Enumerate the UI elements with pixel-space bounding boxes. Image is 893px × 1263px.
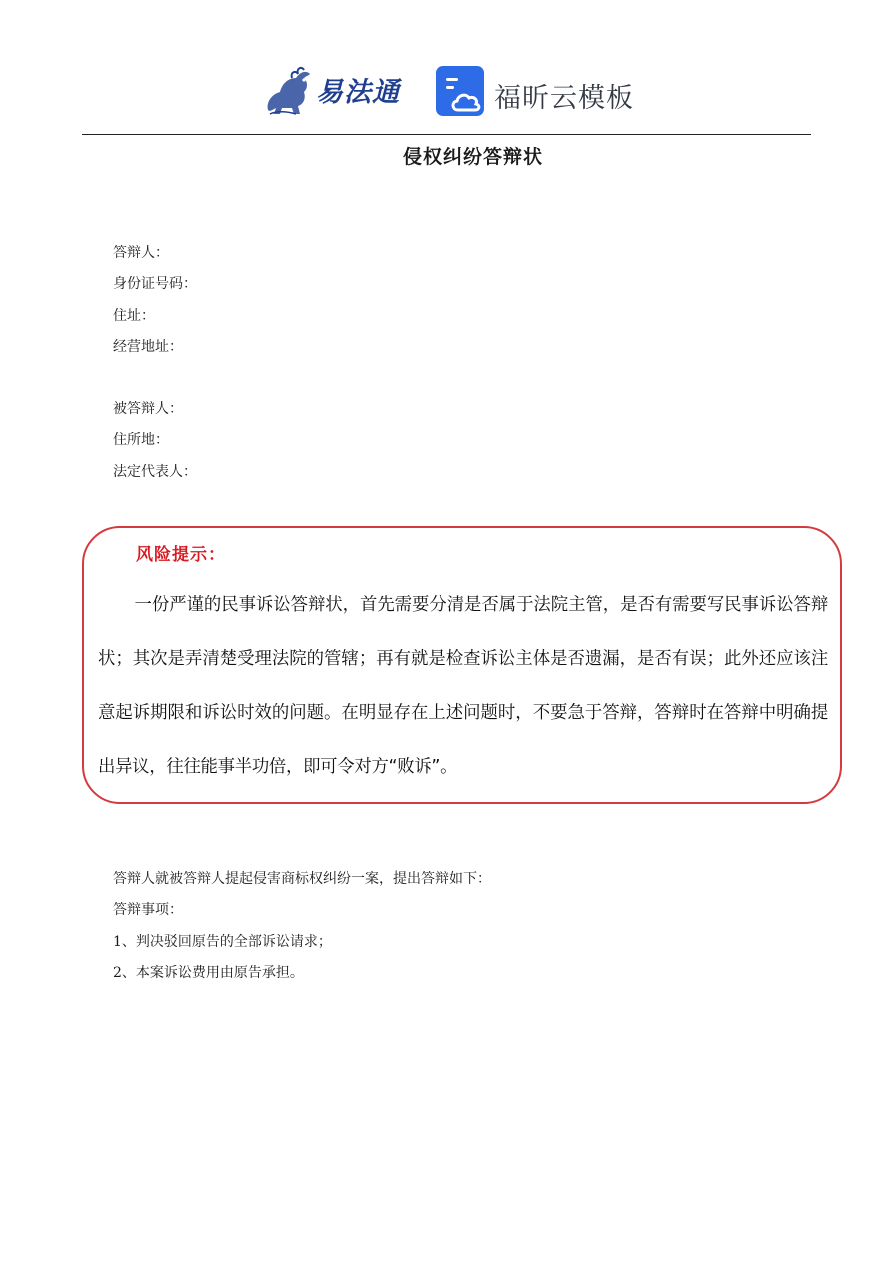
header-divider <box>82 134 811 135</box>
legal-rep-label: 法定代表人： <box>113 463 197 480</box>
foxit-cloud-logo <box>436 64 636 118</box>
defense-items-heading: 答辩事项： <box>113 902 183 919</box>
defense-intro: 答辩人就被答辩人提起侵害商标权纠纷一案，提出答辩如下： <box>113 871 491 887</box>
domicile-label: 住所地： <box>113 432 169 449</box>
yifatong-text: 易法通 <box>316 77 400 108</box>
address-label: 住址： <box>113 307 155 324</box>
risk-notice-body: 一份严谨的民事诉讼答辩状，首先需要分清是否属于法院主管，是否有需要写民事诉讼答辩状；其次是弄清楚受理法院的管辖；再有就是检查诉讼主体是否遗漏，是否有误；此外还应该注意起诉期限和诉讼时效的问题。在明显存在上述问题时，不要急于答辩，答辩时在答辩中明确提出异议，往往能事半功倍，即可令对方“败诉”。 <box>98 595 828 777</box>
respondent-label: 答辩人： <box>113 245 169 261</box>
defense-item: 2、本案诉讼费用由原告承担。 <box>113 964 304 981</box>
id-number-label: 身份证号码： <box>113 276 197 293</box>
party-info-block <box>113 238 197 488</box>
defense-block <box>113 864 491 989</box>
qilin-icon <box>262 64 318 118</box>
business-address-label: 经营地址： <box>113 338 183 355</box>
cloud-document-icon <box>436 64 488 118</box>
yifatong-logo <box>262 62 412 118</box>
header-logos <box>0 58 893 124</box>
risk-notice-box <box>82 526 842 804</box>
defense-item: 1、判决驳回原告的全部诉讼请求； <box>113 933 332 950</box>
spacer <box>113 363 197 394</box>
document-title: 侵权纠纷答辩状 <box>402 146 543 168</box>
foxit-cloud-text: 福昕云模板 <box>494 83 634 114</box>
plaintiff-label: 被答辩人： <box>113 401 183 418</box>
risk-notice-title: 风险提示： <box>136 545 226 565</box>
